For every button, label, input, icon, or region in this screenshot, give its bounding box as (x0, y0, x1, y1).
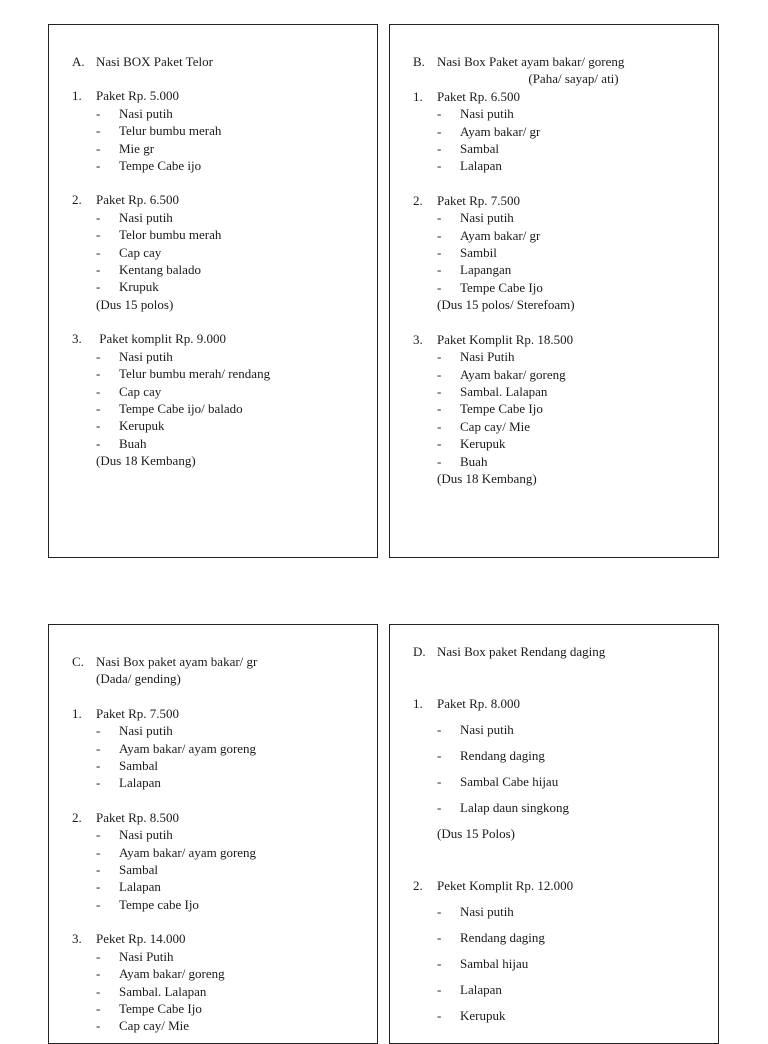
package-title-text: Peket Komplit Rp. 12.000 (437, 878, 574, 893)
list-item: - Sambal (96, 862, 158, 878)
menu-box-c-content (72, 653, 369, 1035)
list-item: - Lalapan (437, 982, 502, 997)
package-number: 1. (72, 88, 82, 104)
package-title-text: Paket Rp. 8.500 (96, 809, 180, 825)
package-title-text: Peket Rp. 14.000 (96, 931, 186, 947)
list-item: - Tempe Cabe ijo/ balado (96, 400, 243, 416)
list-item: - Sambal (96, 758, 158, 774)
package-title (413, 331, 710, 348)
box-title (413, 639, 710, 665)
menu-box-c (48, 624, 378, 1044)
package-title (72, 87, 369, 104)
list-item: - Ayam bakar/ gr (437, 227, 541, 243)
package-title (72, 191, 369, 208)
list-item: - Tempe Cabe ijo (96, 158, 202, 174)
package-number: 2. (72, 192, 82, 208)
list-item: - Ayam bakar/ gr (437, 123, 541, 139)
list-item: - Lalapan (96, 879, 161, 895)
list-item: - Kentang balado (96, 262, 201, 278)
list-item: - Kerupuk (96, 418, 165, 434)
list-item: - Nasi putih (96, 348, 173, 364)
package-number: 2. (72, 809, 82, 825)
list-item: - Nasi putih (437, 904, 514, 919)
list-item: - Telur bumbu merah (96, 123, 222, 139)
box-label: B. (413, 54, 425, 69)
package-title (413, 88, 710, 105)
list-item: - Cap cay/ Mie (96, 1018, 190, 1034)
package-number: 3. (72, 331, 82, 347)
package-title (72, 809, 369, 826)
list-item: - Rendang daging (437, 930, 545, 945)
list-item: - Tempe Cabe Ijo (437, 279, 543, 295)
dus-note: (Dus 18 Kembang) (437, 470, 537, 486)
list-item: - Ayam bakar/ ayam goreng (96, 844, 257, 860)
menu-box-d-content (413, 639, 710, 1029)
list-item: - Nasi putih (437, 722, 514, 737)
list-item: - Sambal. Lalapan (437, 383, 548, 399)
package-title (72, 930, 369, 947)
menu-box-b-content (413, 53, 710, 487)
package-title (72, 705, 369, 722)
box-subtitle: (Dada/ gending) (96, 671, 181, 687)
list-item: - Lalap daun singkong (437, 800, 570, 815)
package-number: 1. (413, 88, 423, 104)
list-item: - Sambal Cabe hijau (437, 774, 559, 789)
list-item: - Nasi putih (96, 105, 173, 121)
list-item: - Nasi putih (96, 209, 173, 225)
package-title (413, 192, 710, 209)
menu-box-d (389, 624, 719, 1044)
package-number: 2. (413, 878, 423, 893)
dus-note: (Dus 15 Polos) (437, 826, 516, 841)
box-title-text: Nasi Box Paket ayam bakar/ goreng (437, 54, 625, 69)
list-item: - Telur bumbu merah/ rendang (96, 366, 271, 382)
package-title-text: Paket Rp. 7.500 (437, 192, 521, 208)
box-title-text: Nasi BOX Paket Telor (96, 54, 213, 69)
list-item: - Kerupuk (437, 1008, 506, 1023)
package-title-text: Paket Rp. 7.500 (96, 705, 180, 721)
package-title (413, 691, 710, 717)
list-item: - Ayam bakar/ goreng (96, 966, 225, 982)
list-item: - Telor bumbu merah (96, 227, 222, 243)
list-item: - Nasi Putih (437, 349, 515, 365)
list-item: - Nasi Putih (96, 948, 174, 964)
list-item: - Buah (437, 453, 488, 469)
dus-note: (Dus 15 polos) (96, 296, 174, 312)
package-number: 3. (413, 331, 423, 347)
package-title-text: Paket Komplit Rp. 18.500 (437, 331, 574, 347)
list-item: - Ayam bakar/ ayam goreng (96, 740, 257, 756)
list-item: - Nasi putih (96, 827, 173, 843)
list-item: - Ayam bakar/ goreng (437, 366, 566, 382)
package-title-text: Paket Rp. 6.500 (96, 192, 180, 208)
box-title (413, 53, 710, 70)
menu-box-b (389, 24, 719, 558)
list-item: - Tempe Cabe Ijo (96, 1000, 202, 1016)
package-number: 2. (413, 192, 423, 208)
box-label: C. (72, 654, 84, 669)
menu-box-a (48, 24, 378, 558)
list-item: - Cap cay/ Mie (437, 418, 531, 434)
box-title (72, 53, 369, 70)
package-number: 3. (72, 931, 82, 947)
box-subtitle: (Paha/ sayap/ ati) (528, 71, 619, 87)
list-item: - Cap cay (96, 244, 162, 260)
menu-box-a-content (72, 53, 369, 470)
list-item: - Sambil (437, 245, 497, 261)
package-title-text: Paket Rp. 5.000 (96, 88, 180, 104)
list-item: - Rendang daging (437, 748, 545, 763)
list-item: - Tempe cabe Ijo (96, 896, 199, 912)
dus-note: (Dus 15 polos/ Sterefoam) (437, 297, 575, 313)
list-item: - Buah (96, 435, 147, 451)
list-item: - Kerupuk (437, 436, 506, 452)
package-title (413, 873, 710, 899)
list-item: - Nasi putih (437, 106, 514, 122)
package-title (72, 330, 369, 347)
box-title-text: Nasi Box paket ayam bakar/ gr (96, 654, 258, 669)
package-title-text: Paket komplit Rp. 9.000 (96, 331, 226, 347)
dus-note: (Dus 18 Kembang) (96, 453, 196, 469)
box-label: D. (413, 644, 426, 659)
list-item: - Cap cay (96, 383, 162, 399)
list-item: - Mie gr (96, 140, 155, 156)
list-item: - Nasi putih (437, 210, 514, 226)
list-item: - Sambal. Lalapan (96, 983, 207, 999)
list-item: - Lalapan (96, 775, 161, 791)
box-title-text: Nasi Box paket Rendang daging (437, 644, 606, 659)
box-title (72, 653, 369, 670)
list-item: - Lapangan (437, 262, 512, 278)
package-title-text: Paket Rp. 6.500 (437, 88, 521, 104)
list-item: - Nasi putih (96, 723, 173, 739)
list-item: - Tempe Cabe Ijo (437, 401, 543, 417)
list-item: - Krupuk (96, 279, 159, 295)
list-item: - Sambal (437, 141, 499, 157)
box-label: A. (72, 54, 85, 69)
package-number: 1. (72, 705, 82, 721)
list-item: - Sambal hijau (437, 956, 529, 971)
package-title-text: Paket Rp. 8.000 (437, 696, 521, 711)
list-item: - Lalapan (437, 158, 502, 174)
package-number: 1. (413, 696, 423, 711)
